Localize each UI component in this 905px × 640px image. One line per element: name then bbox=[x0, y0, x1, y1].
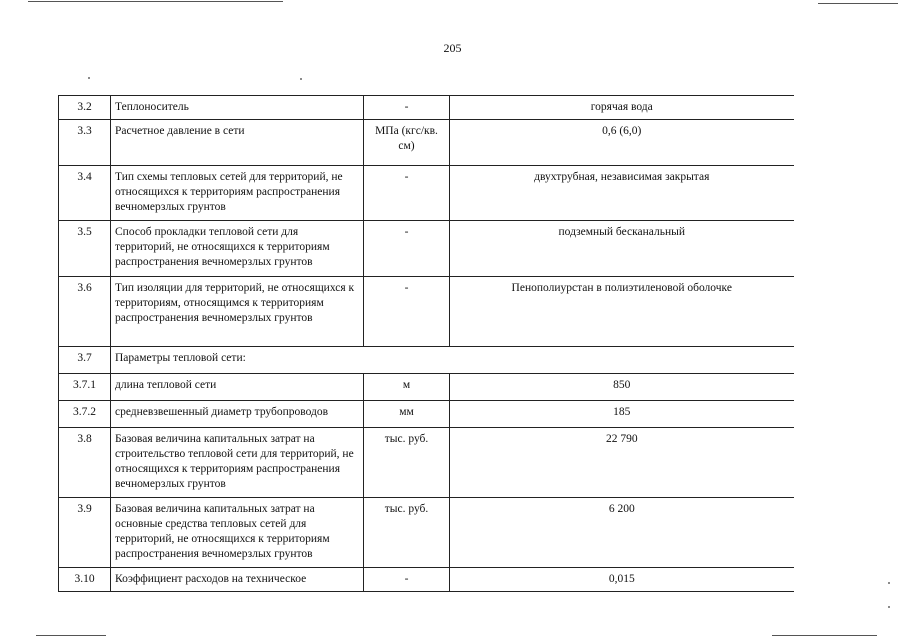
value-cell: двухтрубная, независимая закрытая bbox=[450, 166, 794, 221]
scan-speck bbox=[888, 582, 890, 584]
parameter-name: Тип схемы тепловых сетей для территорий, не относящихся к территориям распространения вечномерзлых грунтов bbox=[111, 166, 364, 221]
unit-cell: тыс. руб. bbox=[364, 498, 450, 568]
table-row bbox=[59, 568, 794, 592]
unit-cell: - bbox=[364, 166, 450, 221]
unit-cell: мм bbox=[364, 401, 450, 428]
value-cell: 22 790 bbox=[450, 428, 794, 498]
parameter-name: средневзвешенный диаметр трубопроводов bbox=[111, 401, 364, 428]
unit-cell: тыс. руб. bbox=[364, 428, 450, 498]
table-row bbox=[59, 374, 794, 401]
row-number: 3.8 bbox=[59, 428, 111, 498]
scan-edge-bottom-left bbox=[36, 635, 106, 636]
unit-cell: МПа (кгс/кв. см) bbox=[364, 120, 450, 166]
scan-speck bbox=[300, 78, 302, 80]
value-cell: Пенополиурстан в полиэтиленовой оболочке bbox=[450, 277, 794, 347]
table-row bbox=[59, 277, 794, 347]
value-cell: 185 bbox=[450, 401, 794, 428]
unit-cell: м bbox=[364, 374, 450, 401]
value-cell: 6 200 bbox=[450, 498, 794, 568]
unit-cell: - bbox=[364, 96, 450, 120]
table-row-section bbox=[59, 347, 794, 374]
table-row bbox=[59, 428, 794, 498]
unit-cell: - bbox=[364, 277, 450, 347]
scan-edge-top-right bbox=[818, 3, 898, 4]
row-number: 3.6 bbox=[59, 277, 111, 347]
parameter-name: Расчетное давление в сети bbox=[111, 120, 364, 166]
spec-table bbox=[58, 95, 794, 592]
parameter-name: Базовая величина капитальных затрат на основные средства тепловых сетей для территорий, не относящихся к территориям распространения вечномерзлых грунтов bbox=[111, 498, 364, 568]
scan-speck bbox=[88, 77, 90, 79]
scan-edge-bottom-right bbox=[772, 635, 877, 636]
table-row bbox=[59, 166, 794, 221]
parameter-name: Коэффициент расходов на техническое bbox=[111, 568, 364, 592]
unit-cell: - bbox=[364, 568, 450, 592]
table-row bbox=[59, 120, 794, 166]
value-cell: 850 bbox=[450, 374, 794, 401]
row-number: 3.7.2 bbox=[59, 401, 111, 428]
row-number: 3.5 bbox=[59, 221, 111, 277]
row-number: 3.7.1 bbox=[59, 374, 111, 401]
page-number: 205 bbox=[443, 41, 462, 55]
parameter-name: Базовая величина капитальных затрат на строительство тепловой сети для территорий, не относящихся к территориям распространения вечномерзлых грунтов bbox=[111, 428, 364, 498]
table-row bbox=[59, 221, 794, 277]
parameter-name: Способ прокладки тепловой сети для территорий, не относящихся к территориям распространения вечномерзлых грунтов bbox=[111, 221, 364, 277]
value-cell: горячая вода bbox=[450, 96, 794, 120]
value-cell: 0,6 (6,0) bbox=[450, 120, 794, 166]
parameter-name: Теплоноситель bbox=[111, 96, 364, 120]
table-row bbox=[59, 401, 794, 428]
parameter-name: Тип изоляции для территорий, не относящихся к территориям, относящимся к территориям распространения вечномерзлых грунтов bbox=[111, 277, 364, 347]
row-number: 3.4 bbox=[59, 166, 111, 221]
value-cell: подземный бесканальный bbox=[450, 221, 794, 277]
scan-edge-top-left bbox=[28, 1, 283, 2]
row-number: 3.10 bbox=[59, 568, 111, 592]
scan-speck bbox=[888, 606, 890, 608]
value-cell: 0,015 bbox=[450, 568, 794, 592]
row-number: 3.3 bbox=[59, 120, 111, 166]
row-number: 3.9 bbox=[59, 498, 111, 568]
parameter-name: длина тепловой сети bbox=[111, 374, 364, 401]
unit-cell: - bbox=[364, 221, 450, 277]
row-number: 3.2 bbox=[59, 96, 111, 120]
table-row bbox=[59, 498, 794, 568]
section-heading: Параметры тепловой сети: bbox=[111, 347, 794, 374]
row-number: 3.7 bbox=[59, 347, 111, 374]
table-row bbox=[59, 96, 794, 120]
